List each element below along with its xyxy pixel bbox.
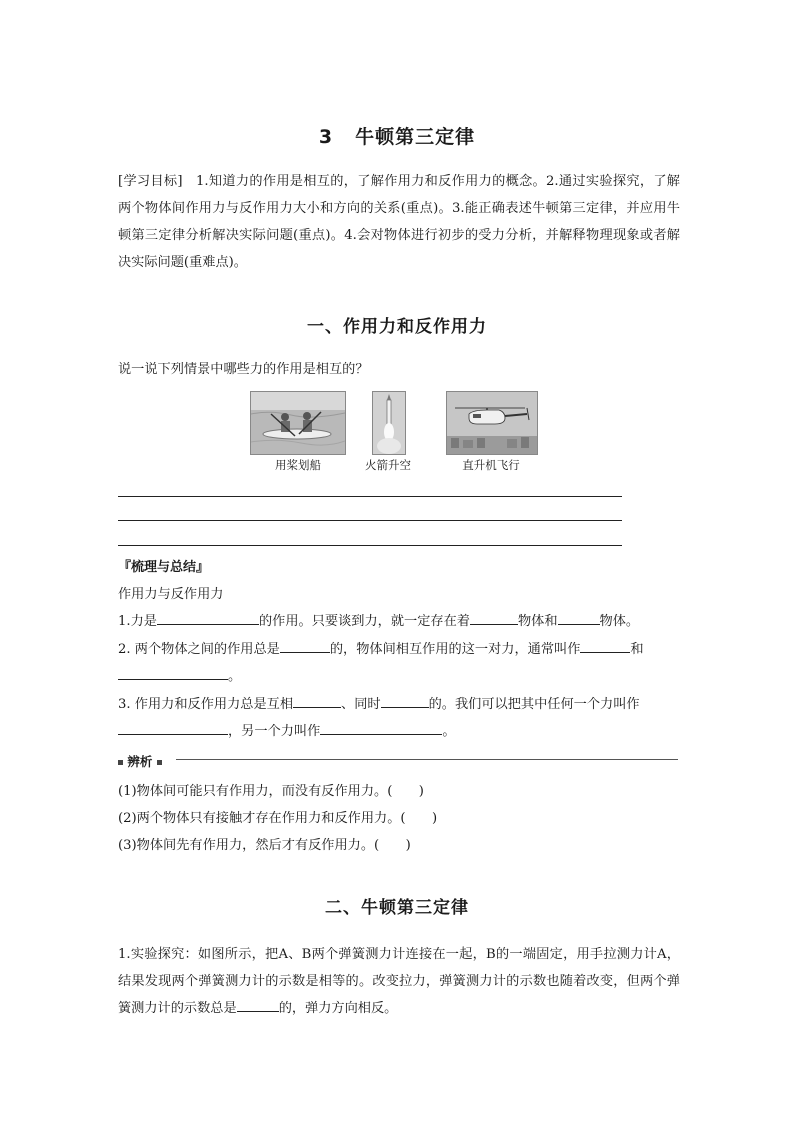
fill-blank[interactable] [237, 996, 279, 1012]
section-2-title: 二、牛顿第三定律 [325, 898, 469, 918]
item1-text-c: 物体和 [517, 614, 558, 629]
summary-item-1 [118, 608, 680, 635]
rocket-photo [372, 391, 406, 455]
section-1-prompt: 说一说下列情景中哪些力的作用是相互的？ [118, 362, 369, 377]
paragraph-text-b: 的，弹力方向相反。 [278, 1001, 398, 1016]
summary-subheading: 作用力与反作用力 [118, 587, 224, 602]
item1-text-b: 的作用。只要谈到力，就一定存在着 [258, 614, 470, 629]
answer-line [118, 496, 622, 497]
fill-blank[interactable] [280, 637, 330, 653]
item2-text-b: 的，物体间相互作用的这一对力，通常叫作 [329, 642, 581, 657]
learning-objectives [118, 168, 680, 276]
fill-blank[interactable] [293, 692, 341, 708]
divider [176, 759, 678, 760]
square-bullet-icon [157, 760, 162, 765]
section-1-title: 一、作用力和反作用力 [307, 317, 487, 337]
helicopter-photo [446, 391, 538, 455]
item2-text-d: 。 [228, 669, 242, 684]
section-2-paragraph [118, 941, 680, 1022]
summary-item-2 [118, 636, 680, 690]
objectives-label: [学习目标] [118, 174, 183, 189]
fill-blank[interactable] [580, 637, 630, 653]
helicopter-caption: 直升机飞行 [462, 458, 520, 472]
fill-blank[interactable] [320, 719, 442, 735]
paragraph-text-a: 1.实验探究：如图所示，把A、B两个弹簧测力计连接在一起，B的一端固定，用手拉测力计A，结果发现两个弹簧测力计的示数是相等的。改变拉力，弹簧测力计的示数也随着改变，但两个弹簧测力计的示数总是 [118, 947, 680, 1016]
rowing-photo [250, 391, 346, 455]
analysis-item-1: (1)物体间可能只有作用力，而没有反作用力。( ) [118, 784, 424, 799]
objectives-text: 1.知道力的作用是相互的，了解作用力和反作用力的概念。2.通过实验探究，了解两个物体间作用力与反作用力大小和方向的关系(重点)。3.能正确表述牛顿第三定律，并应用牛顿第三定律分析解决实际问题(重点)。4.会对物体进行初步的受力分析，并解释物理现象或者解决实际问题(重难点)。 [118, 174, 680, 270]
fill-blank[interactable] [470, 609, 518, 625]
summary-heading: 『梳理与总结』 [118, 560, 210, 575]
rocket-caption: 火箭升空 [365, 458, 411, 472]
analysis-item-3: (3)物体间先有作用力，然后才有反作用力。( ) [118, 838, 411, 853]
page-title [0, 122, 794, 149]
lesson-number: 3 [318, 126, 334, 148]
answer-line [118, 545, 622, 546]
lesson-title: 牛顿第三定律 [355, 126, 476, 148]
item3-text-a: 3. 作用力和反作用力总是互相 [118, 697, 294, 712]
item3-text-e: 。 [442, 724, 456, 739]
fill-blank[interactable] [558, 609, 600, 625]
analysis-header [118, 752, 678, 768]
fill-blank[interactable] [118, 664, 228, 680]
item1-text-d: 物体。 [599, 614, 640, 629]
answer-line [118, 520, 622, 521]
item2-text-c: 和 [630, 642, 644, 657]
fill-blank[interactable] [381, 692, 429, 708]
fill-blank[interactable] [118, 719, 228, 735]
summary-item-3 [118, 691, 680, 745]
item2-text-a: 2. 两个物体之间的作用总是 [118, 642, 280, 657]
analysis-label: 辨析 [127, 754, 153, 769]
item3-text-b: 、同时 [341, 697, 381, 712]
fill-blank[interactable] [157, 609, 259, 625]
analysis-item-2: (2)两个物体只有接触才存在作用力和反作用力。( ) [118, 811, 438, 826]
item3-text-d: ，另一个力叫作 [228, 724, 321, 739]
item3-text-c: 的。我们可以把其中任何一个力叫作 [428, 697, 640, 712]
item1-text-a: 1.力是 [118, 614, 157, 629]
square-bullet-icon [118, 760, 123, 765]
rowing-caption: 用桨划船 [275, 458, 321, 472]
